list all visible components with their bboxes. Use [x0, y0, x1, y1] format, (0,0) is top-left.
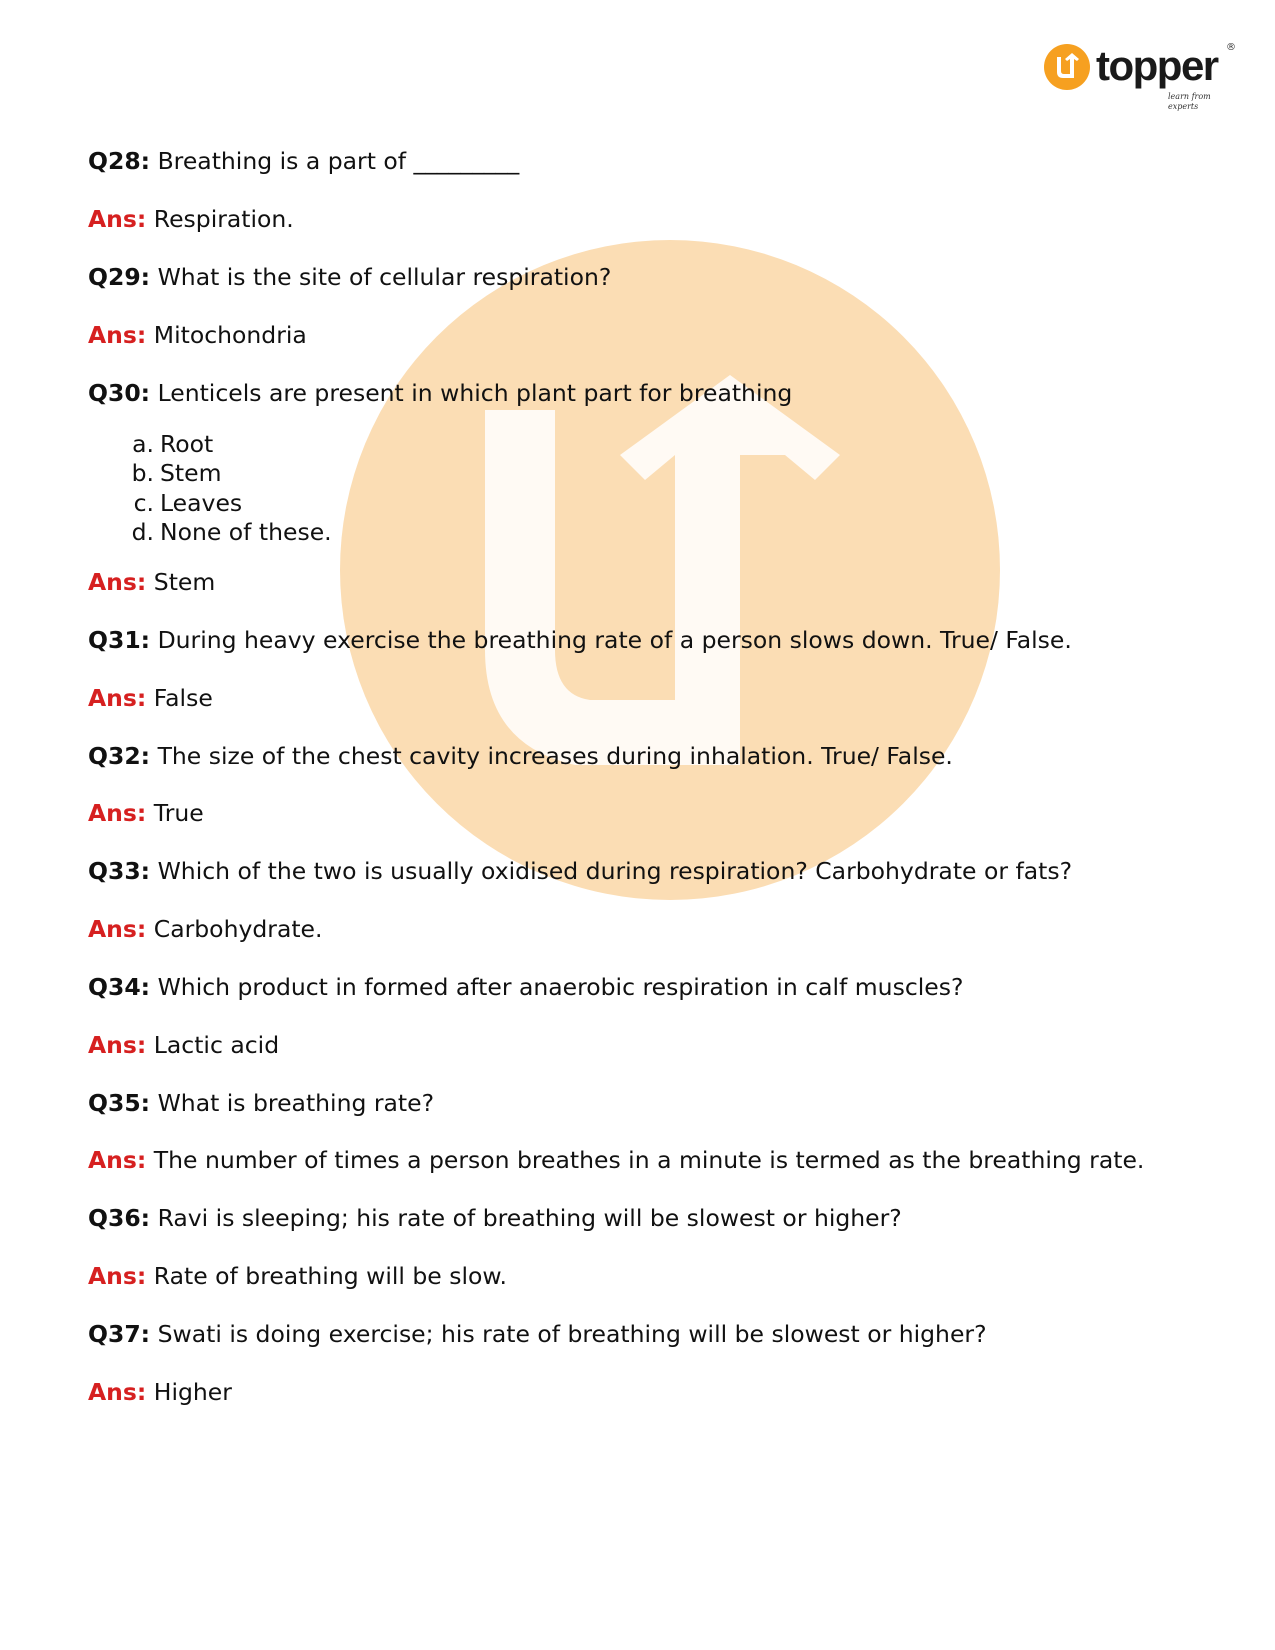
question-label: Q36:: [88, 1204, 151, 1232]
question-37: [88, 1319, 987, 1349]
option-d: d. None of these.: [131, 518, 332, 546]
answer-text: Higher: [153, 1378, 232, 1406]
answer-label: Ans:: [88, 321, 147, 349]
brand-logo: [1040, 40, 1240, 110]
answer-31: [88, 683, 213, 713]
answer-text: Mitochondria: [153, 321, 307, 349]
answer-28: [88, 204, 294, 234]
logo-wordmark: topper: [1096, 42, 1218, 89]
question-text: Swati is doing exercise; his rate of breathing will be slowest or higher?: [157, 1320, 987, 1348]
question-text: The size of the chest cavity increases during inhalation. True/ False.: [157, 742, 953, 770]
answer-33: [88, 914, 323, 944]
answer-32: [88, 798, 204, 828]
answer-30: [88, 567, 215, 597]
answer-label: Ans:: [88, 1262, 147, 1290]
question-label: Q29:: [88, 263, 151, 291]
answer-34: [88, 1030, 279, 1060]
answer-text: False: [153, 684, 213, 712]
answer-text: Carbohydrate.: [153, 915, 323, 943]
answer-label: Ans:: [88, 684, 147, 712]
answer-text: Stem: [153, 568, 216, 596]
question-label: Q34:: [88, 973, 151, 1001]
answer-text: Respiration.: [153, 205, 294, 233]
question-34: [88, 972, 963, 1002]
option-b: b. Stem: [131, 459, 222, 487]
question-text: Breathing is a part of _________: [157, 147, 520, 175]
question-label: Q30:: [88, 379, 151, 407]
question-label: Q31:: [88, 626, 151, 654]
registered-mark: ®: [1226, 42, 1236, 53]
question-29: [88, 262, 611, 292]
answer-29: [88, 320, 307, 350]
answer-36: [88, 1261, 507, 1291]
question-31: [88, 625, 1072, 655]
question-35: [88, 1088, 434, 1118]
question-text: Lenticels are present in which plant part for breathing: [157, 379, 793, 407]
logo-tagline: learn from experts: [1168, 92, 1211, 111]
question-label: Q32:: [88, 742, 151, 770]
question-text: During heavy exercise the breathing rate of a person slows down. True/ False.: [157, 626, 1072, 654]
answer-text: Lactic acid: [153, 1031, 280, 1059]
question-32: [88, 741, 953, 771]
question-28: [88, 146, 519, 176]
option-a: a. Root: [132, 430, 214, 458]
answer-label: Ans:: [88, 915, 147, 943]
answer-label: Ans:: [88, 1031, 147, 1059]
answer-label: Ans:: [88, 1378, 147, 1406]
question-30: [88, 378, 792, 408]
answer-text: Rate of breathing will be slow.: [153, 1262, 507, 1290]
question-label: Q28:: [88, 147, 151, 175]
question-text: Which of the two is usually oxidised during respiration? Carbohydrate or fats?: [157, 857, 1073, 885]
answer-35: [88, 1145, 1144, 1175]
answer-text: The number of times a person breathes in a minute is termed as the breathing rate.: [153, 1146, 1145, 1174]
answer-label: Ans:: [88, 799, 147, 827]
answer-37: [88, 1377, 232, 1407]
answer-text: True: [153, 799, 204, 827]
question-text: Ravi is sleeping; his rate of breathing will be slowest or higher?: [157, 1204, 902, 1232]
question-label: Q37:: [88, 1320, 151, 1348]
question-label: Q33:: [88, 857, 151, 885]
answer-label: Ans:: [88, 1146, 147, 1174]
watermark-logo-icon: [330, 230, 1010, 910]
logo-u-icon: [1044, 44, 1090, 90]
option-c: c. Leaves: [133, 489, 243, 517]
answer-label: Ans:: [88, 205, 147, 233]
answer-label: Ans:: [88, 568, 147, 596]
question-text: What is breathing rate?: [157, 1089, 435, 1117]
question-text: Which product in formed after anaerobic respiration in calf muscles?: [157, 973, 964, 1001]
question-36: [88, 1203, 902, 1233]
question-33: [88, 856, 1072, 886]
question-label: Q35:: [88, 1089, 151, 1117]
question-text: What is the site of cellular respiration?: [157, 263, 612, 291]
